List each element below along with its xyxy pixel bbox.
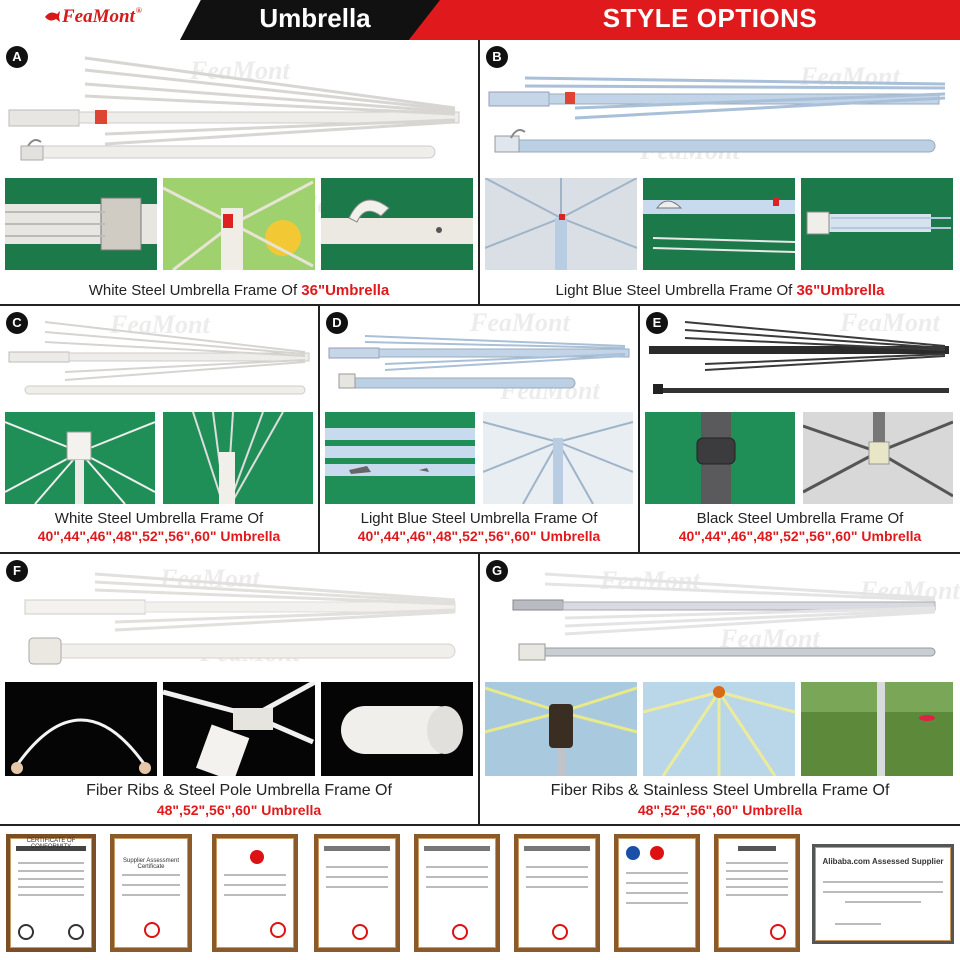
- detail-photo-b2: [643, 178, 795, 270]
- certificate-strip: [0, 826, 960, 960]
- caption-f-line1: Fiber Ribs & Steel Pole Umbrella Frame Of: [86, 782, 392, 799]
- page-subtitle: STYLE OPTIONS: [602, 3, 818, 33]
- brand-logo-text: FeaMont: [62, 6, 135, 27]
- detail-photo-b1: [485, 178, 637, 270]
- cert-line: [426, 866, 488, 868]
- cert-line: [845, 901, 921, 903]
- patent-certificate-3: [414, 834, 500, 952]
- cert-line: [122, 884, 180, 886]
- option-badge-c: C: [6, 312, 28, 334]
- certificate-of-conformity: [6, 834, 96, 952]
- cert-line: [726, 870, 788, 872]
- caption-e-line1: Black Steel Umbrella Frame Of: [696, 510, 904, 527]
- frame-illustration-e: [645, 312, 955, 408]
- cert-emblem: [250, 850, 264, 864]
- cert-line: [224, 884, 286, 886]
- frame-illustration-d: [325, 312, 635, 408]
- frame-illustration-f: [5, 562, 475, 682]
- detail-photo-f2: [163, 682, 315, 776]
- cert-line: [526, 866, 588, 868]
- cert-line: [626, 892, 688, 894]
- watermark: FeaMont: [110, 310, 210, 339]
- watermark: FeaMont: [860, 576, 960, 605]
- cert-line: [626, 902, 688, 904]
- caption-b: [480, 282, 960, 300]
- cert-seal: [68, 924, 84, 940]
- cert-line: [122, 874, 180, 876]
- watermark: FeaMont: [720, 624, 820, 653]
- detail-photo-e2: [803, 412, 953, 504]
- frame-illustration-a: [5, 48, 475, 178]
- cert-line: [326, 886, 388, 888]
- caption-g-line2: 48",52",56",60" Umbrella: [637, 802, 803, 818]
- caption-c-line1: White Steel Umbrella Frame Of: [54, 510, 264, 527]
- patent-certificate-4: [514, 834, 600, 952]
- cert-line: [823, 881, 943, 883]
- alibaba-assessed-supplier: [812, 844, 954, 944]
- cert-line: [224, 894, 286, 896]
- detail-photo-c2: [163, 412, 313, 504]
- caption-a-text: White Steel Umbrella Frame Of: [88, 282, 302, 299]
- cert-line: [224, 874, 286, 876]
- cert-line: [18, 886, 84, 888]
- detail-photo-d1: [325, 412, 475, 504]
- caption-f-line2: 48",52",56",60" Umbrella: [156, 802, 322, 818]
- style-option-c: [0, 306, 320, 554]
- frame-illustration-g: [485, 562, 955, 682]
- detail-photo-g1: [485, 682, 637, 776]
- style-option-a: [0, 40, 480, 306]
- frame-illustration-b: [485, 48, 955, 178]
- cert-line: [326, 866, 388, 868]
- style-option-g: [480, 554, 960, 826]
- cert-line: [526, 876, 588, 878]
- detail-photo-b3: [801, 178, 953, 270]
- brand-logo: [44, 6, 142, 28]
- test-report-2: [714, 834, 800, 952]
- style-option-e: [640, 306, 960, 554]
- supplier-assessment-certificate: [110, 834, 192, 952]
- style-option-d: [320, 306, 640, 554]
- option-badge-b: B: [486, 46, 508, 68]
- cert-line: [426, 886, 488, 888]
- cert-line: [726, 878, 788, 880]
- style-option-f: [0, 554, 480, 826]
- cert-line: [526, 886, 588, 888]
- cert-line: [122, 894, 180, 896]
- watermark: FeaMont: [160, 564, 260, 593]
- cert-seal: [18, 924, 34, 940]
- detail-photo-f3: [321, 682, 473, 776]
- cert-line: [18, 862, 84, 864]
- cert-line: [18, 894, 84, 896]
- watermark: FeaMont: [840, 308, 940, 337]
- cert-title-bar: [524, 846, 590, 851]
- cert-emblem: [650, 846, 664, 860]
- test-report-1: [614, 834, 700, 952]
- detail-photo-a1: [5, 178, 157, 270]
- header-banner: [0, 0, 960, 40]
- option-badge-f: F: [6, 560, 28, 582]
- fish-logo-icon: [44, 8, 60, 24]
- watermark: FeaMont: [190, 56, 290, 85]
- cert-title-bar: [424, 846, 490, 851]
- page-title: Umbrella: [259, 3, 371, 33]
- cert-line: [626, 872, 688, 874]
- cert-line: [726, 862, 788, 864]
- frame-illustration-c: [5, 312, 315, 408]
- caption-d-line2: 40",44",46",48",52",56",60" Umbrella: [357, 528, 601, 544]
- detail-photo-g2: [643, 682, 795, 776]
- detail-photo-a3: [321, 178, 473, 270]
- cert-line: [835, 923, 881, 925]
- caption-b-text: Light Blue Steel Umbrella Frame Of: [555, 282, 797, 299]
- caption-c-line2: 40",44",46",48",52",56",60" Umbrella: [37, 528, 281, 544]
- cert-line: [626, 882, 688, 884]
- cert-seal: [452, 924, 468, 940]
- option-badge-g: G: [486, 560, 508, 582]
- watermark: FeaMont: [470, 308, 570, 337]
- cert-label: Supplier Assessment Certificate: [122, 858, 180, 870]
- caption-g-line1: Fiber Ribs & Stainless Steel Umbrella Frame Of: [550, 782, 890, 799]
- cert-line: [823, 891, 943, 893]
- detail-photo-g3: [801, 682, 953, 776]
- cert-seal: [352, 924, 368, 940]
- cert-seal: [770, 924, 786, 940]
- cert-line: [18, 870, 84, 872]
- cert-label: CERTIFICATE OF CONFORMITY: [26, 838, 76, 850]
- detail-photo-e1: [645, 412, 795, 504]
- cert-label: Alibaba.com Assessed Supplier: [822, 857, 944, 866]
- cert-title-bar: [324, 846, 390, 851]
- caption-a: [0, 282, 478, 300]
- detail-photo-c1: [5, 412, 155, 504]
- cert-line: [326, 876, 388, 878]
- cert-emblem: [626, 846, 640, 860]
- cert-line: [726, 886, 788, 888]
- cert-title-bar: [738, 846, 776, 851]
- cert-seal: [552, 924, 568, 940]
- cert-seal: [270, 922, 286, 938]
- detail-photo-d2: [483, 412, 633, 504]
- patent-certificate-1: [212, 834, 298, 952]
- cert-seal: [144, 922, 160, 938]
- detail-photo-a2: [163, 178, 315, 270]
- cert-line: [426, 876, 488, 878]
- option-badge-d: D: [326, 312, 348, 334]
- style-option-b: [480, 40, 960, 306]
- cert-line: [18, 878, 84, 880]
- caption-e-line2: 40",44",46",48",52",56",60" Umbrella: [678, 528, 922, 544]
- caption-b-size: 36"Umbrella: [796, 282, 885, 299]
- patent-certificate-2: [314, 834, 400, 952]
- watermark: FeaMont: [800, 62, 900, 91]
- watermark: FeaMont: [500, 376, 600, 405]
- registered-mark: ®: [135, 6, 142, 15]
- caption-a-size: 36"Umbrella: [301, 282, 390, 299]
- detail-photo-f1: [5, 682, 157, 776]
- cert-line: [726, 894, 788, 896]
- caption-d-line1: Light Blue Steel Umbrella Frame Of: [360, 510, 598, 527]
- option-badge-a: A: [6, 46, 28, 68]
- option-badge-e: E: [646, 312, 668, 334]
